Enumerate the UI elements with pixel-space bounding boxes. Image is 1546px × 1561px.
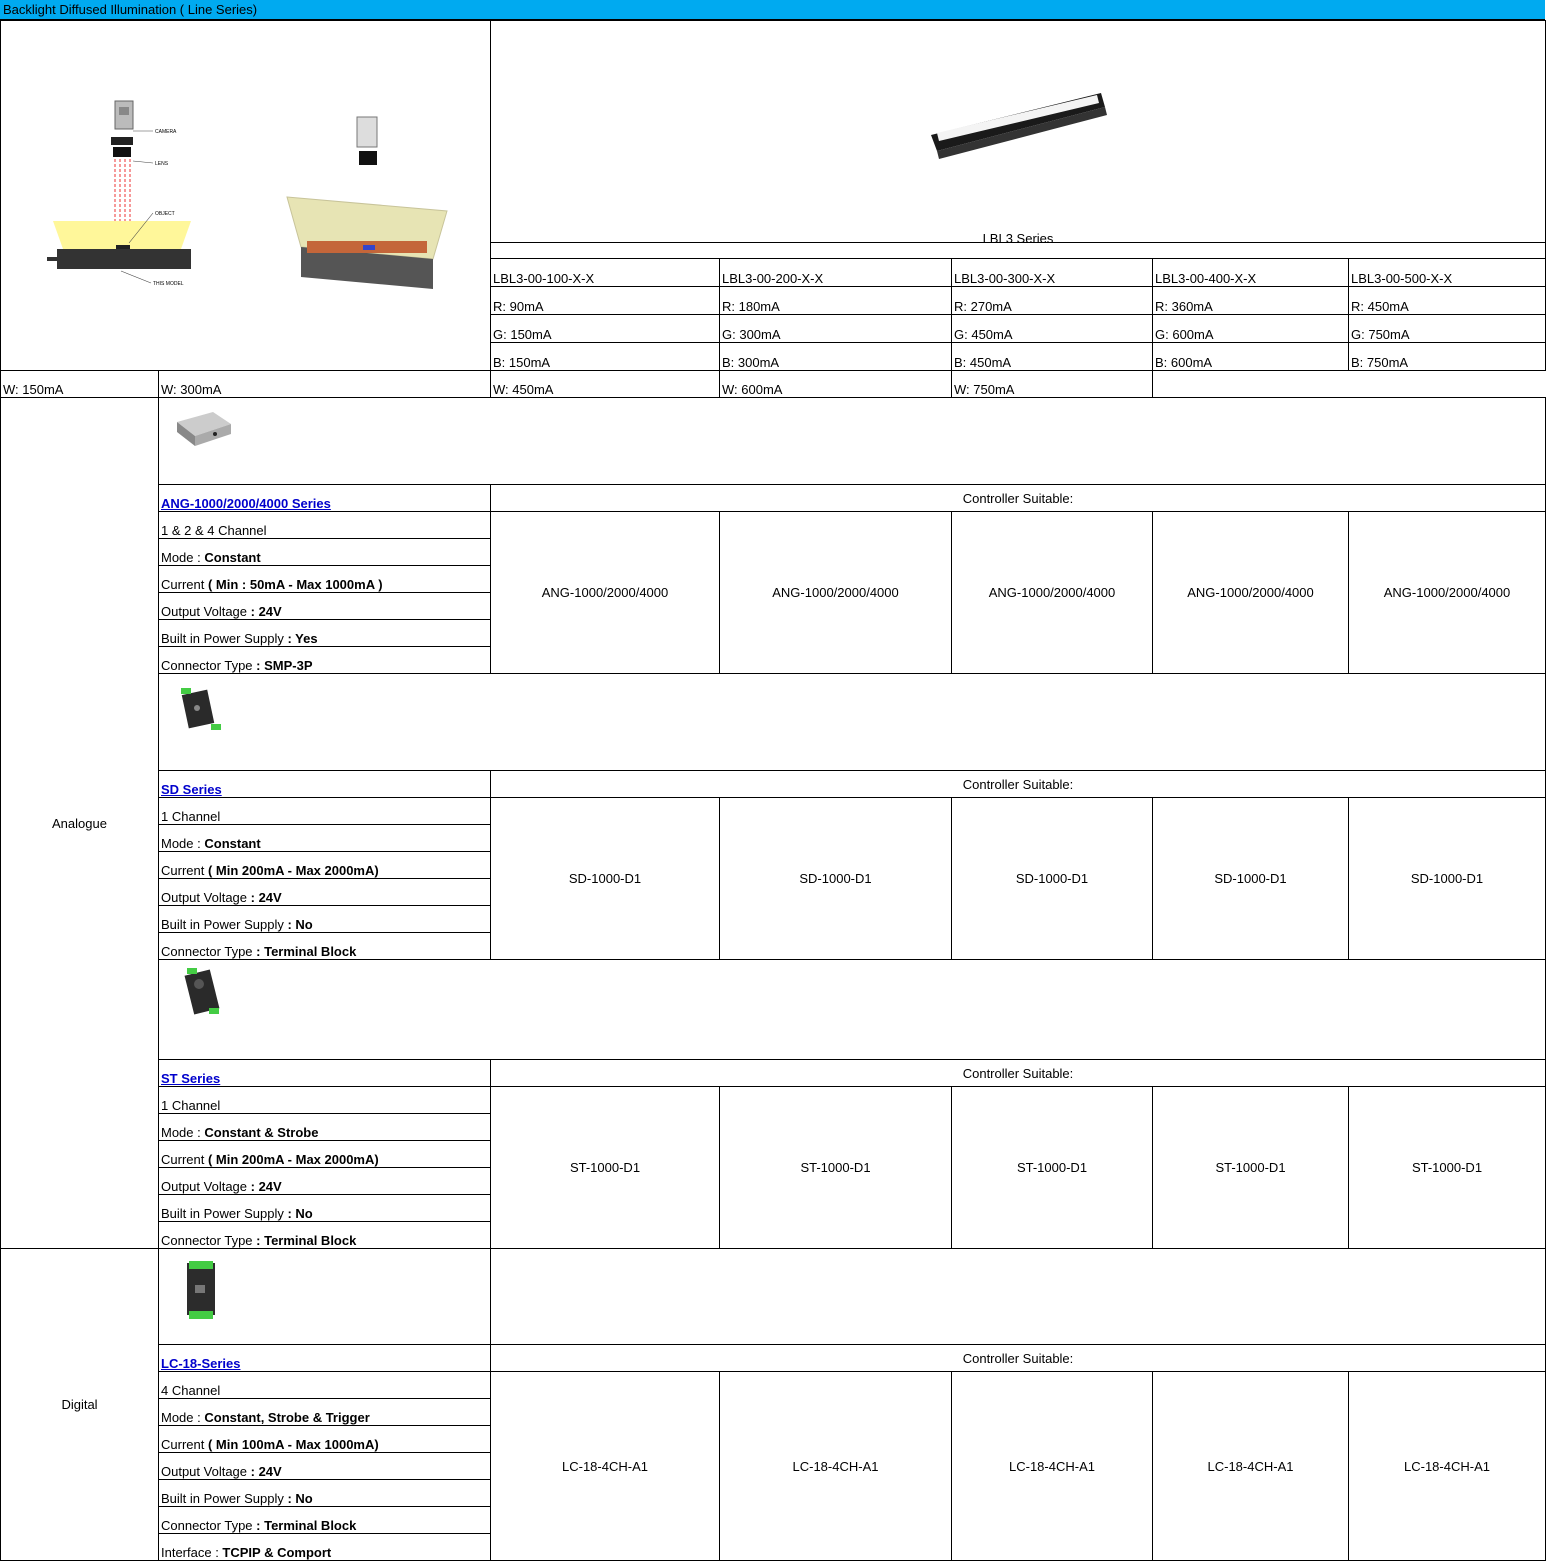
controller-spec-row <box>1 512 1546 539</box>
controller-image-row <box>1 398 1546 485</box>
model-name-cell: LBL3-00-300-X-X <box>952 259 1153 287</box>
controller-suitable-label: Controller Suitable: <box>491 485 1546 512</box>
spec-label: Connector Type <box>161 944 257 959</box>
suitable-controller-cell: SD-1000-D1 <box>720 798 952 960</box>
controller-series-link[interactable]: ANG-1000/2000/4000 Series <box>161 496 331 511</box>
spec-value: TCPIP & Comport <box>222 1545 332 1560</box>
controller-spec-row <box>1 1087 1546 1114</box>
model-current-r-cell: R: 90mA <box>491 287 720 315</box>
controller-spec-cell <box>159 593 491 620</box>
spec-label: Interface : <box>161 1545 223 1560</box>
spec-label: Built in Power Supply <box>161 917 288 932</box>
controller-series-row <box>1 1060 1546 1087</box>
controller-series-link[interactable]: ST Series <box>161 1071 221 1086</box>
spec-label: Connector Type <box>161 1518 257 1533</box>
controller-suitable-label: Controller Suitable: <box>491 771 1546 798</box>
spec-value: Constant & Strobe <box>204 1125 319 1140</box>
lc18-controller-icon <box>167 1255 237 1325</box>
controller-spec-cell <box>159 566 491 593</box>
spec-label: Current <box>161 577 208 592</box>
spec-label: 1 Channel <box>161 1098 221 1113</box>
suitable-controller-cell: ST-1000-D1 <box>720 1087 952 1249</box>
model-current-g-cell: G: 600mA <box>1153 315 1349 343</box>
controller-spec-cell <box>159 1426 491 1453</box>
suitable-controller-cell: ANG-1000/2000/4000 <box>1153 512 1349 674</box>
suitable-controller-cell: ANG-1000/2000/4000 <box>491 512 720 674</box>
category-analogue: Analogue <box>1 398 159 1249</box>
model-current-r-cell: R: 180mA <box>720 287 952 315</box>
controller-image-row <box>1 674 1546 771</box>
spec-value: : 24V <box>250 890 282 905</box>
suitable-controller-cell: SD-1000-D1 <box>1349 798 1546 960</box>
controller-suitable-label: Controller Suitable: <box>491 1060 1546 1087</box>
setup-diagram-cell <box>1 21 491 371</box>
spec-value: : 24V <box>250 1179 282 1194</box>
spec-label: Mode : <box>161 836 205 851</box>
spec-value: ( Min 200mA - Max 2000mA) <box>207 1152 379 1167</box>
controller-series-row <box>1 771 1546 798</box>
controller-spec-cell <box>159 879 491 906</box>
controller-series-cell <box>159 485 491 512</box>
spec-value: ( Min 200mA - Max 2000mA) <box>207 863 379 878</box>
controller-spec-cell <box>159 1534 491 1561</box>
spec-label: 4 Channel <box>161 1383 221 1398</box>
product-series-name: LBL3 Series <box>982 230 1054 246</box>
model-current-w-cell: W: 450mA <box>491 371 720 398</box>
controller-spec-cell <box>159 1195 491 1222</box>
controller-series-cell <box>159 771 491 798</box>
suitable-controller-cell: SD-1000-D1 <box>952 798 1153 960</box>
spec-label: Output Voltage <box>161 890 251 905</box>
controller-spec-cell <box>159 539 491 566</box>
spec-label: Connector Type <box>161 1233 257 1248</box>
model-current-w-cell: W: 750mA <box>952 371 1153 398</box>
spec-label: Current <box>161 863 208 878</box>
controller-spec-row <box>1 1372 1546 1399</box>
spec-value: : 24V <box>250 604 282 619</box>
controller-spec-cell <box>159 852 491 879</box>
spec-label: Current <box>161 1152 208 1167</box>
series-name-cell <box>491 230 1546 259</box>
spec-value: Constant <box>204 550 261 565</box>
diagram-label-model: THIS MODEL <box>153 281 184 287</box>
model-current-b-cell: B: 750mA <box>1349 343 1546 371</box>
controller-spec-row <box>1 798 1546 825</box>
controller-spec-cell <box>159 620 491 647</box>
model-current-r-cell: R: 450mA <box>1349 287 1546 315</box>
controller-spec-cell <box>159 1087 491 1114</box>
model-current-g-cell: G: 450mA <box>952 315 1153 343</box>
controller-series-row <box>1 485 1546 512</box>
spec-label: Built in Power Supply <box>161 1206 288 1221</box>
suitable-controller-cell: LC-18-4CH-A1 <box>720 1372 952 1561</box>
spec-value: Constant <box>204 836 261 851</box>
model-name-cell: LBL3-00-500-X-X <box>1349 259 1546 287</box>
model-current-w-cell: W: 150mA <box>1 371 159 398</box>
spec-value: ( Min : 50mA - Max 1000mA ) <box>207 577 383 592</box>
spec-value: : Terminal Block <box>256 944 357 959</box>
model-name-cell: LBL3-00-400-X-X <box>1153 259 1349 287</box>
controller-spec-cell <box>159 512 491 539</box>
model-current-w-cell: W: 300mA <box>159 371 491 398</box>
controller-image-row <box>1 960 1546 1060</box>
spec-label: Output Voltage <box>161 1464 251 1479</box>
controller-series-cell <box>159 1060 491 1087</box>
model-current-g-cell: G: 750mA <box>1349 315 1546 343</box>
spec-label: 1 Channel <box>161 809 221 824</box>
controller-spec-cell <box>159 1399 491 1426</box>
spec-label: Built in Power Supply <box>161 1491 288 1506</box>
suitable-controller-cell: ST-1000-D1 <box>1153 1087 1349 1249</box>
model-name-cell: LBL3-00-100-X-X <box>491 259 720 287</box>
controller-image-cell <box>159 674 1546 771</box>
diagram-label-camera: CAMERA <box>155 129 177 135</box>
suitable-controller-cell: ST-1000-D1 <box>491 1087 720 1249</box>
model-current-r-cell: R: 360mA <box>1153 287 1349 315</box>
controller-spec-cell <box>159 647 491 674</box>
model-current-b-cell: B: 450mA <box>952 343 1153 371</box>
model-name-cell: LBL3-00-200-X-X <box>720 259 952 287</box>
controller-image-cell <box>159 398 1546 485</box>
controller-spec-cell <box>159 1141 491 1168</box>
controller-spec-cell <box>159 1453 491 1480</box>
suitable-controller-cell: LC-18-4CH-A1 <box>952 1372 1153 1561</box>
spec-value: : No <box>287 1491 313 1506</box>
model-current-g-cell: G: 300mA <box>720 315 952 343</box>
spec-label: Built in Power Supply <box>161 631 288 646</box>
lbl3-product-image <box>491 21 1545 231</box>
category-digital: Digital <box>1 1249 159 1561</box>
controller-spec-cell <box>159 1480 491 1507</box>
spec-label: Mode : <box>161 1410 205 1425</box>
suitable-controller-cell: LC-18-4CH-A1 <box>491 1372 720 1561</box>
spec-label: Current <box>161 1437 208 1452</box>
spec-value: ( Min 100mA - Max 1000mA) <box>207 1437 379 1452</box>
diagram-label-lens: LENS <box>155 161 169 167</box>
suitable-controller-cell: LC-18-4CH-A1 <box>1349 1372 1546 1561</box>
controller-spec-cell <box>159 1114 491 1141</box>
suitable-controller-cell: LC-18-4CH-A1 <box>1153 1372 1349 1561</box>
model-current-b-cell: B: 300mA <box>720 343 952 371</box>
spec-label: Output Voltage <box>161 604 251 619</box>
model-current-w-cell: W: 600mA <box>720 371 952 398</box>
sd-controller-icon <box>167 680 237 740</box>
ang-controller-icon <box>167 404 237 454</box>
controller-spec-cell <box>159 1507 491 1534</box>
diagram-label-object: OBJECT <box>155 211 175 217</box>
controller-spec-cell <box>159 1168 491 1195</box>
spec-value: : No <box>287 917 313 932</box>
suitable-controller-cell: SD-1000-D1 <box>491 798 720 960</box>
spec-value: Constant, Strobe & Trigger <box>204 1410 370 1425</box>
suitable-controller-cell: ANG-1000/2000/4000 <box>720 512 952 674</box>
spec-table <box>0 20 1546 1561</box>
st-controller-icon <box>167 966 237 1026</box>
spec-label: 1 & 2 & 4 Channel <box>161 523 267 538</box>
spec-value: : No <box>287 1206 313 1221</box>
model-current-b-cell: B: 600mA <box>1153 343 1349 371</box>
controller-series-link[interactable]: LC-18-Series <box>161 1356 241 1371</box>
empty-cell <box>491 1249 1546 1345</box>
model-current-r-cell: R: 270mA <box>952 287 1153 315</box>
model-current-b-cell: B: 150mA <box>491 343 720 371</box>
product-image-cell <box>491 21 1546 243</box>
controller-image-cell <box>159 960 1546 1060</box>
model-current-g-cell: G: 150mA <box>491 315 720 343</box>
controller-spec-cell <box>159 1372 491 1399</box>
spec-value: : SMP-3P <box>256 658 313 673</box>
spec-label: Mode : <box>161 550 205 565</box>
controller-image-cell <box>159 1249 491 1345</box>
spec-label: Output Voltage <box>161 1179 251 1194</box>
controller-spec-cell <box>159 798 491 825</box>
spec-value: : Terminal Block <box>256 1518 357 1533</box>
spec-label: Mode : <box>161 1125 205 1140</box>
backlight-setup-diagram <box>1 21 489 367</box>
controller-suitable-label: Controller Suitable: <box>491 1345 1546 1372</box>
controller-spec-cell <box>159 1222 491 1249</box>
controller-series-row <box>1 1345 1546 1372</box>
spec-value: : 24V <box>250 1464 282 1479</box>
controller-spec-cell <box>159 906 491 933</box>
controller-spec-cell <box>159 933 491 960</box>
spec-value: : Terminal Block <box>256 1233 357 1248</box>
spec-value: : Yes <box>287 631 318 646</box>
controller-series-link[interactable]: SD Series <box>161 782 222 797</box>
controller-spec-cell <box>159 825 491 852</box>
spec-label: Connector Type <box>161 658 257 673</box>
suitable-controller-cell: ANG-1000/2000/4000 <box>1349 512 1546 674</box>
controller-series-cell <box>159 1345 491 1372</box>
suitable-controller-cell: ANG-1000/2000/4000 <box>952 512 1153 674</box>
suitable-controller-cell: ST-1000-D1 <box>952 1087 1153 1249</box>
controller-image-row <box>1 1249 1546 1345</box>
suitable-controller-cell: ST-1000-D1 <box>1349 1087 1546 1249</box>
suitable-controller-cell: SD-1000-D1 <box>1153 798 1349 960</box>
sheet-title: Backlight Diffused Illumination ( Line Series) <box>0 0 1545 20</box>
